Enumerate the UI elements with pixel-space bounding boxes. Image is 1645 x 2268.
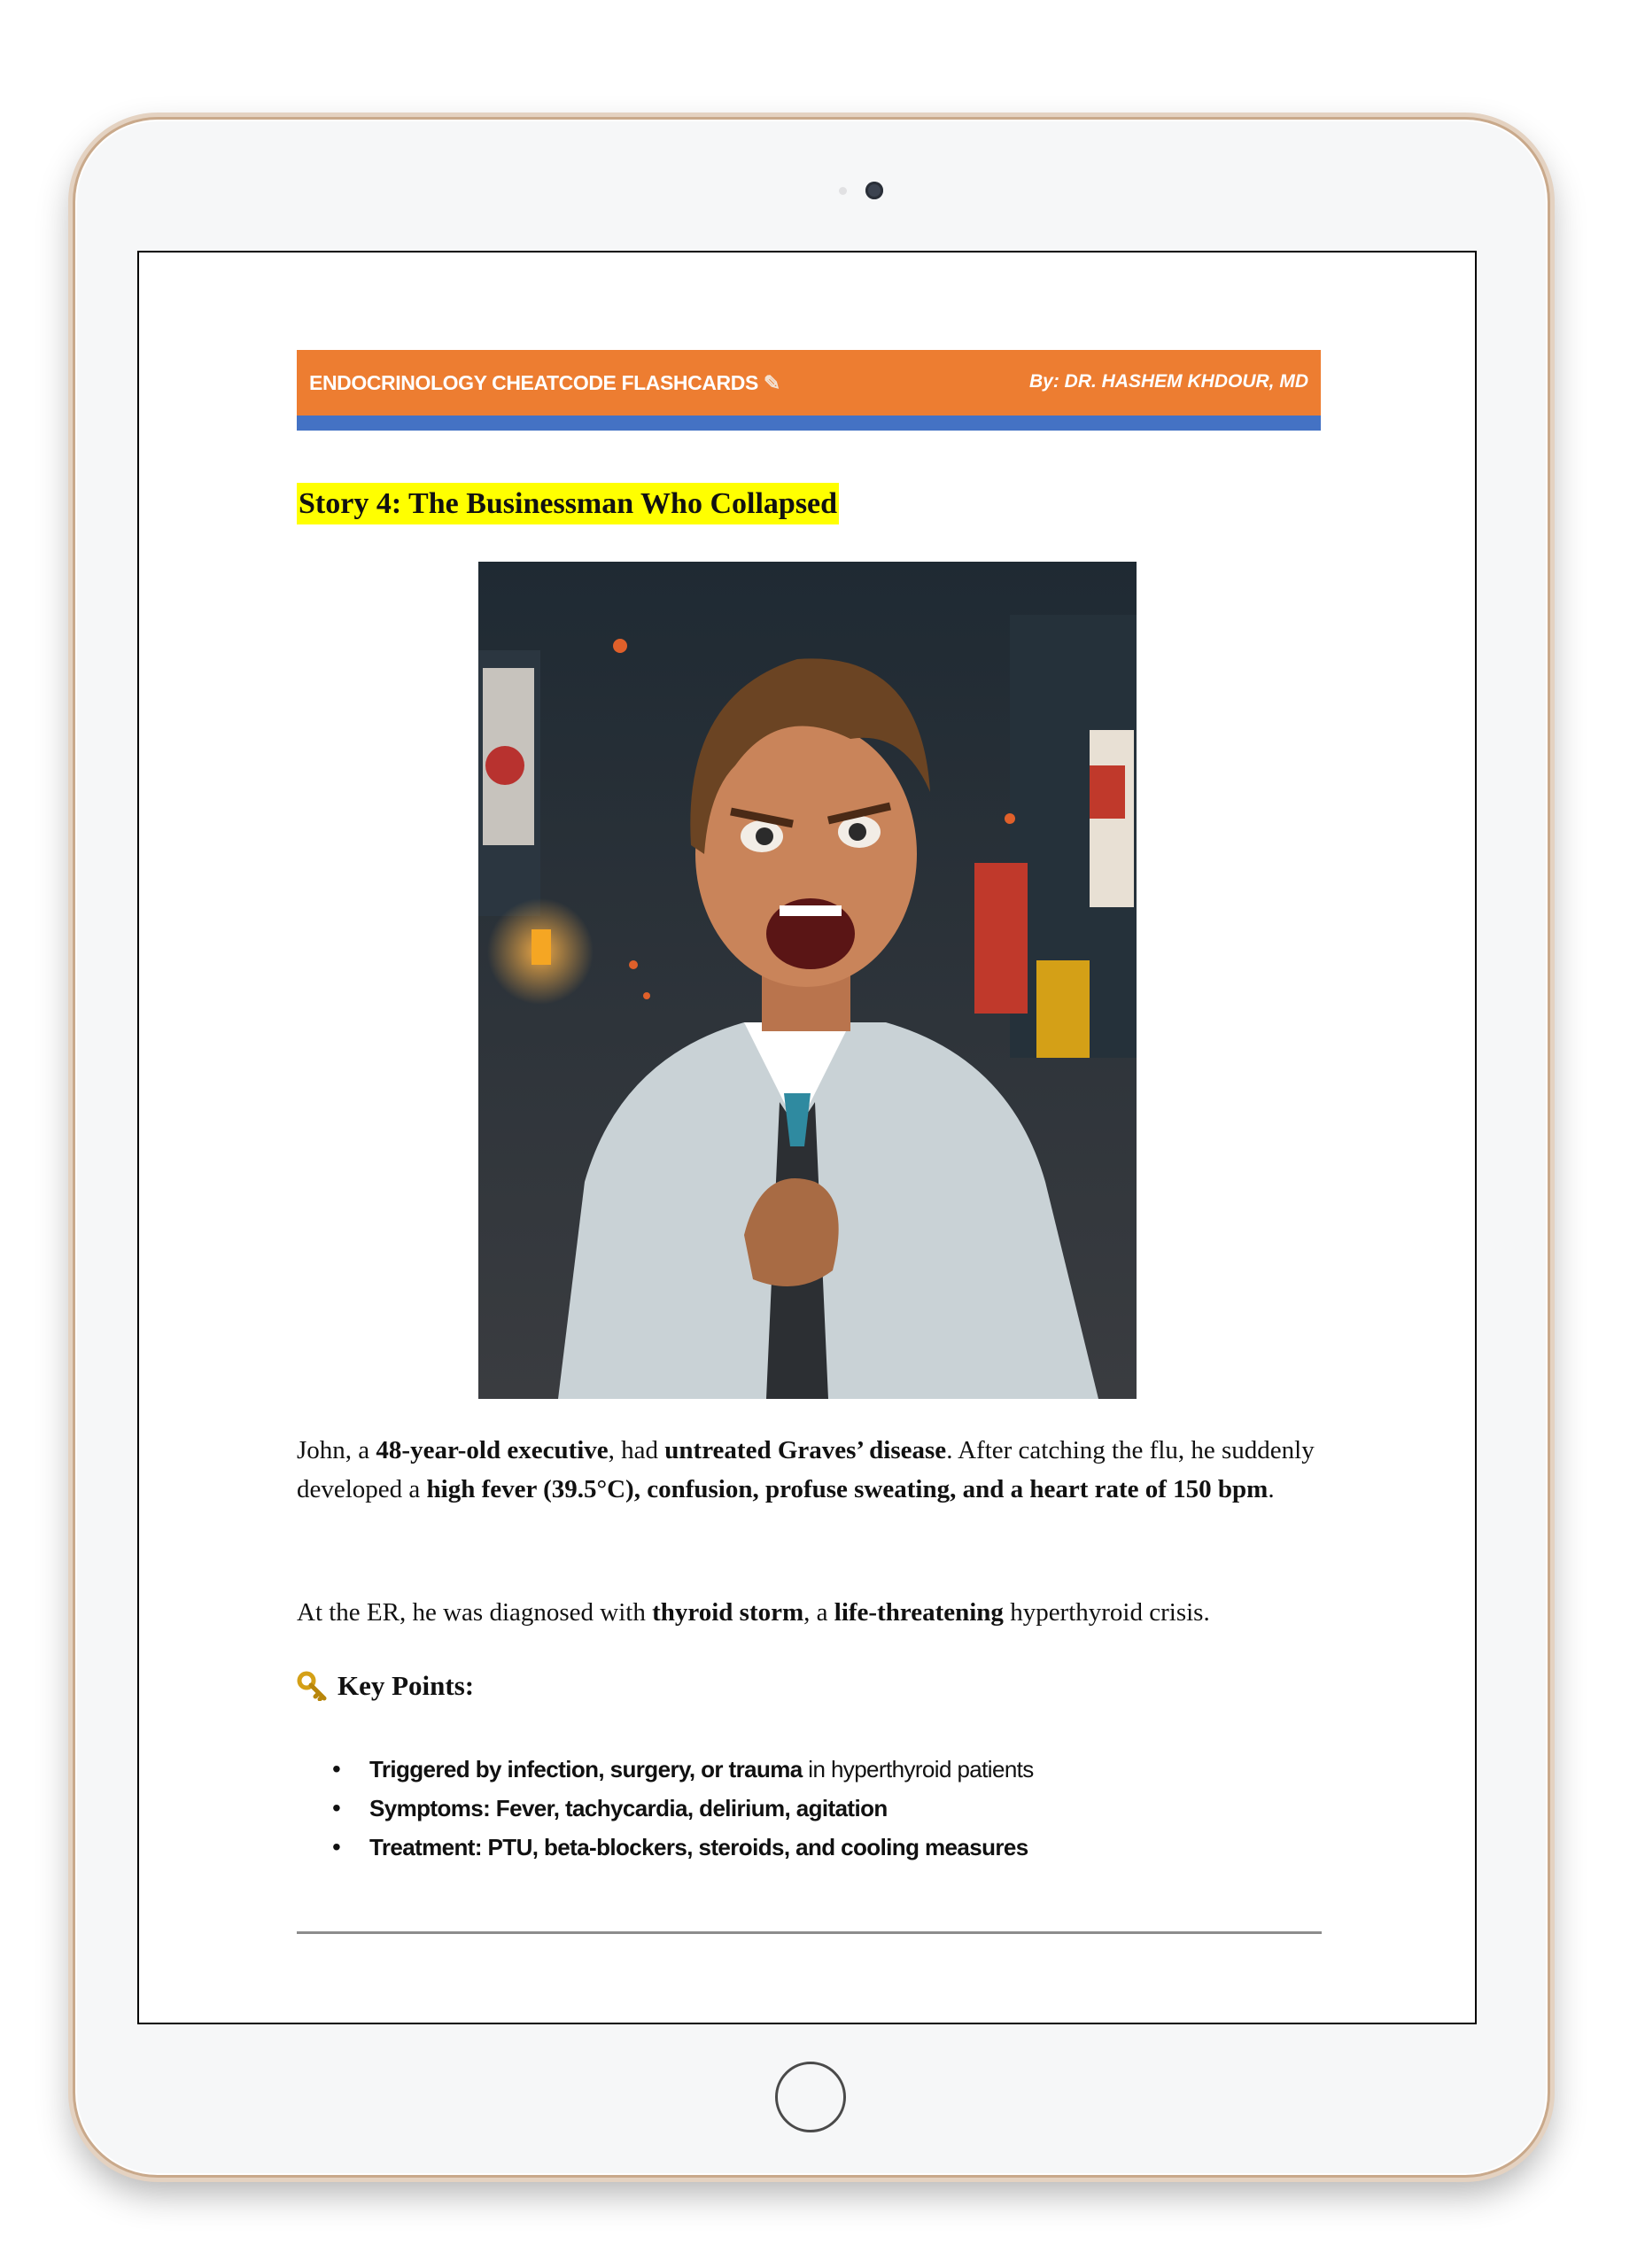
list-item — [332, 1828, 1034, 1867]
p1-run: . After catching the flu, he suddenly developed a — [297, 1436, 1315, 1503]
story-title: Story 4: The Businessman Who Collapsed — [297, 483, 839, 524]
p1-run-bold: 48-year-old executive — [376, 1436, 609, 1464]
section-divider — [297, 1931, 1322, 1934]
story-paragraph-2 — [297, 1593, 1321, 1632]
pencil-icon: ✎ — [763, 371, 780, 394]
home-button[interactable] — [775, 2062, 846, 2132]
key-points-heading — [297, 1670, 474, 1702]
header-author: By: DR. HASHEM KHDOUR, MD — [1029, 371, 1308, 392]
header-title-group — [309, 371, 780, 395]
p2-run-bold: thyroid storm — [652, 1598, 804, 1627]
p1-run: John, a — [297, 1436, 376, 1464]
p2-run: , a — [803, 1598, 834, 1627]
key-icon — [297, 1671, 327, 1701]
p1-run: , had — [608, 1436, 665, 1464]
document-header-banner — [297, 350, 1321, 431]
header-title: ENDOCRINOLOGY CHEATCODE FLASHCARDS — [309, 371, 758, 394]
p2-run: At the ER, he was diagnosed with — [297, 1598, 653, 1627]
key-points-title: Key Points: — [338, 1670, 475, 1701]
list-item-text: in hyperthyroid patients — [802, 1756, 1034, 1783]
light-sensor — [839, 187, 847, 195]
key-points-list — [332, 1750, 1034, 1867]
header-blue-stripe — [297, 416, 1321, 431]
list-item — [332, 1789, 1034, 1828]
p1-run-bold: high fever (39.5°C), confusion, profuse sweating, and a heart rate of 150 bpm — [426, 1475, 1269, 1503]
p1-run-bold: untreated Graves’ disease — [664, 1436, 947, 1464]
p2-run: hyperthyroid crisis. — [1003, 1598, 1210, 1627]
list-item-bold: Symptoms: Fever, tachycardia, delirium, agitation — [369, 1795, 888, 1821]
front-camera-icon — [865, 182, 883, 199]
list-item-bold: Triggered by infection, surgery, or trauma — [369, 1756, 803, 1783]
p1-run: . — [1268, 1475, 1275, 1503]
tablet-screen — [137, 251, 1477, 2024]
p2-run-bold: life-threatening — [834, 1598, 1004, 1627]
story-illustration — [478, 562, 1137, 1399]
list-item-bold: Treatment: PTU, beta-blockers, steroids, and cooling measures — [369, 1834, 1028, 1860]
story-paragraph-1 — [297, 1431, 1321, 1509]
list-item — [332, 1750, 1034, 1789]
